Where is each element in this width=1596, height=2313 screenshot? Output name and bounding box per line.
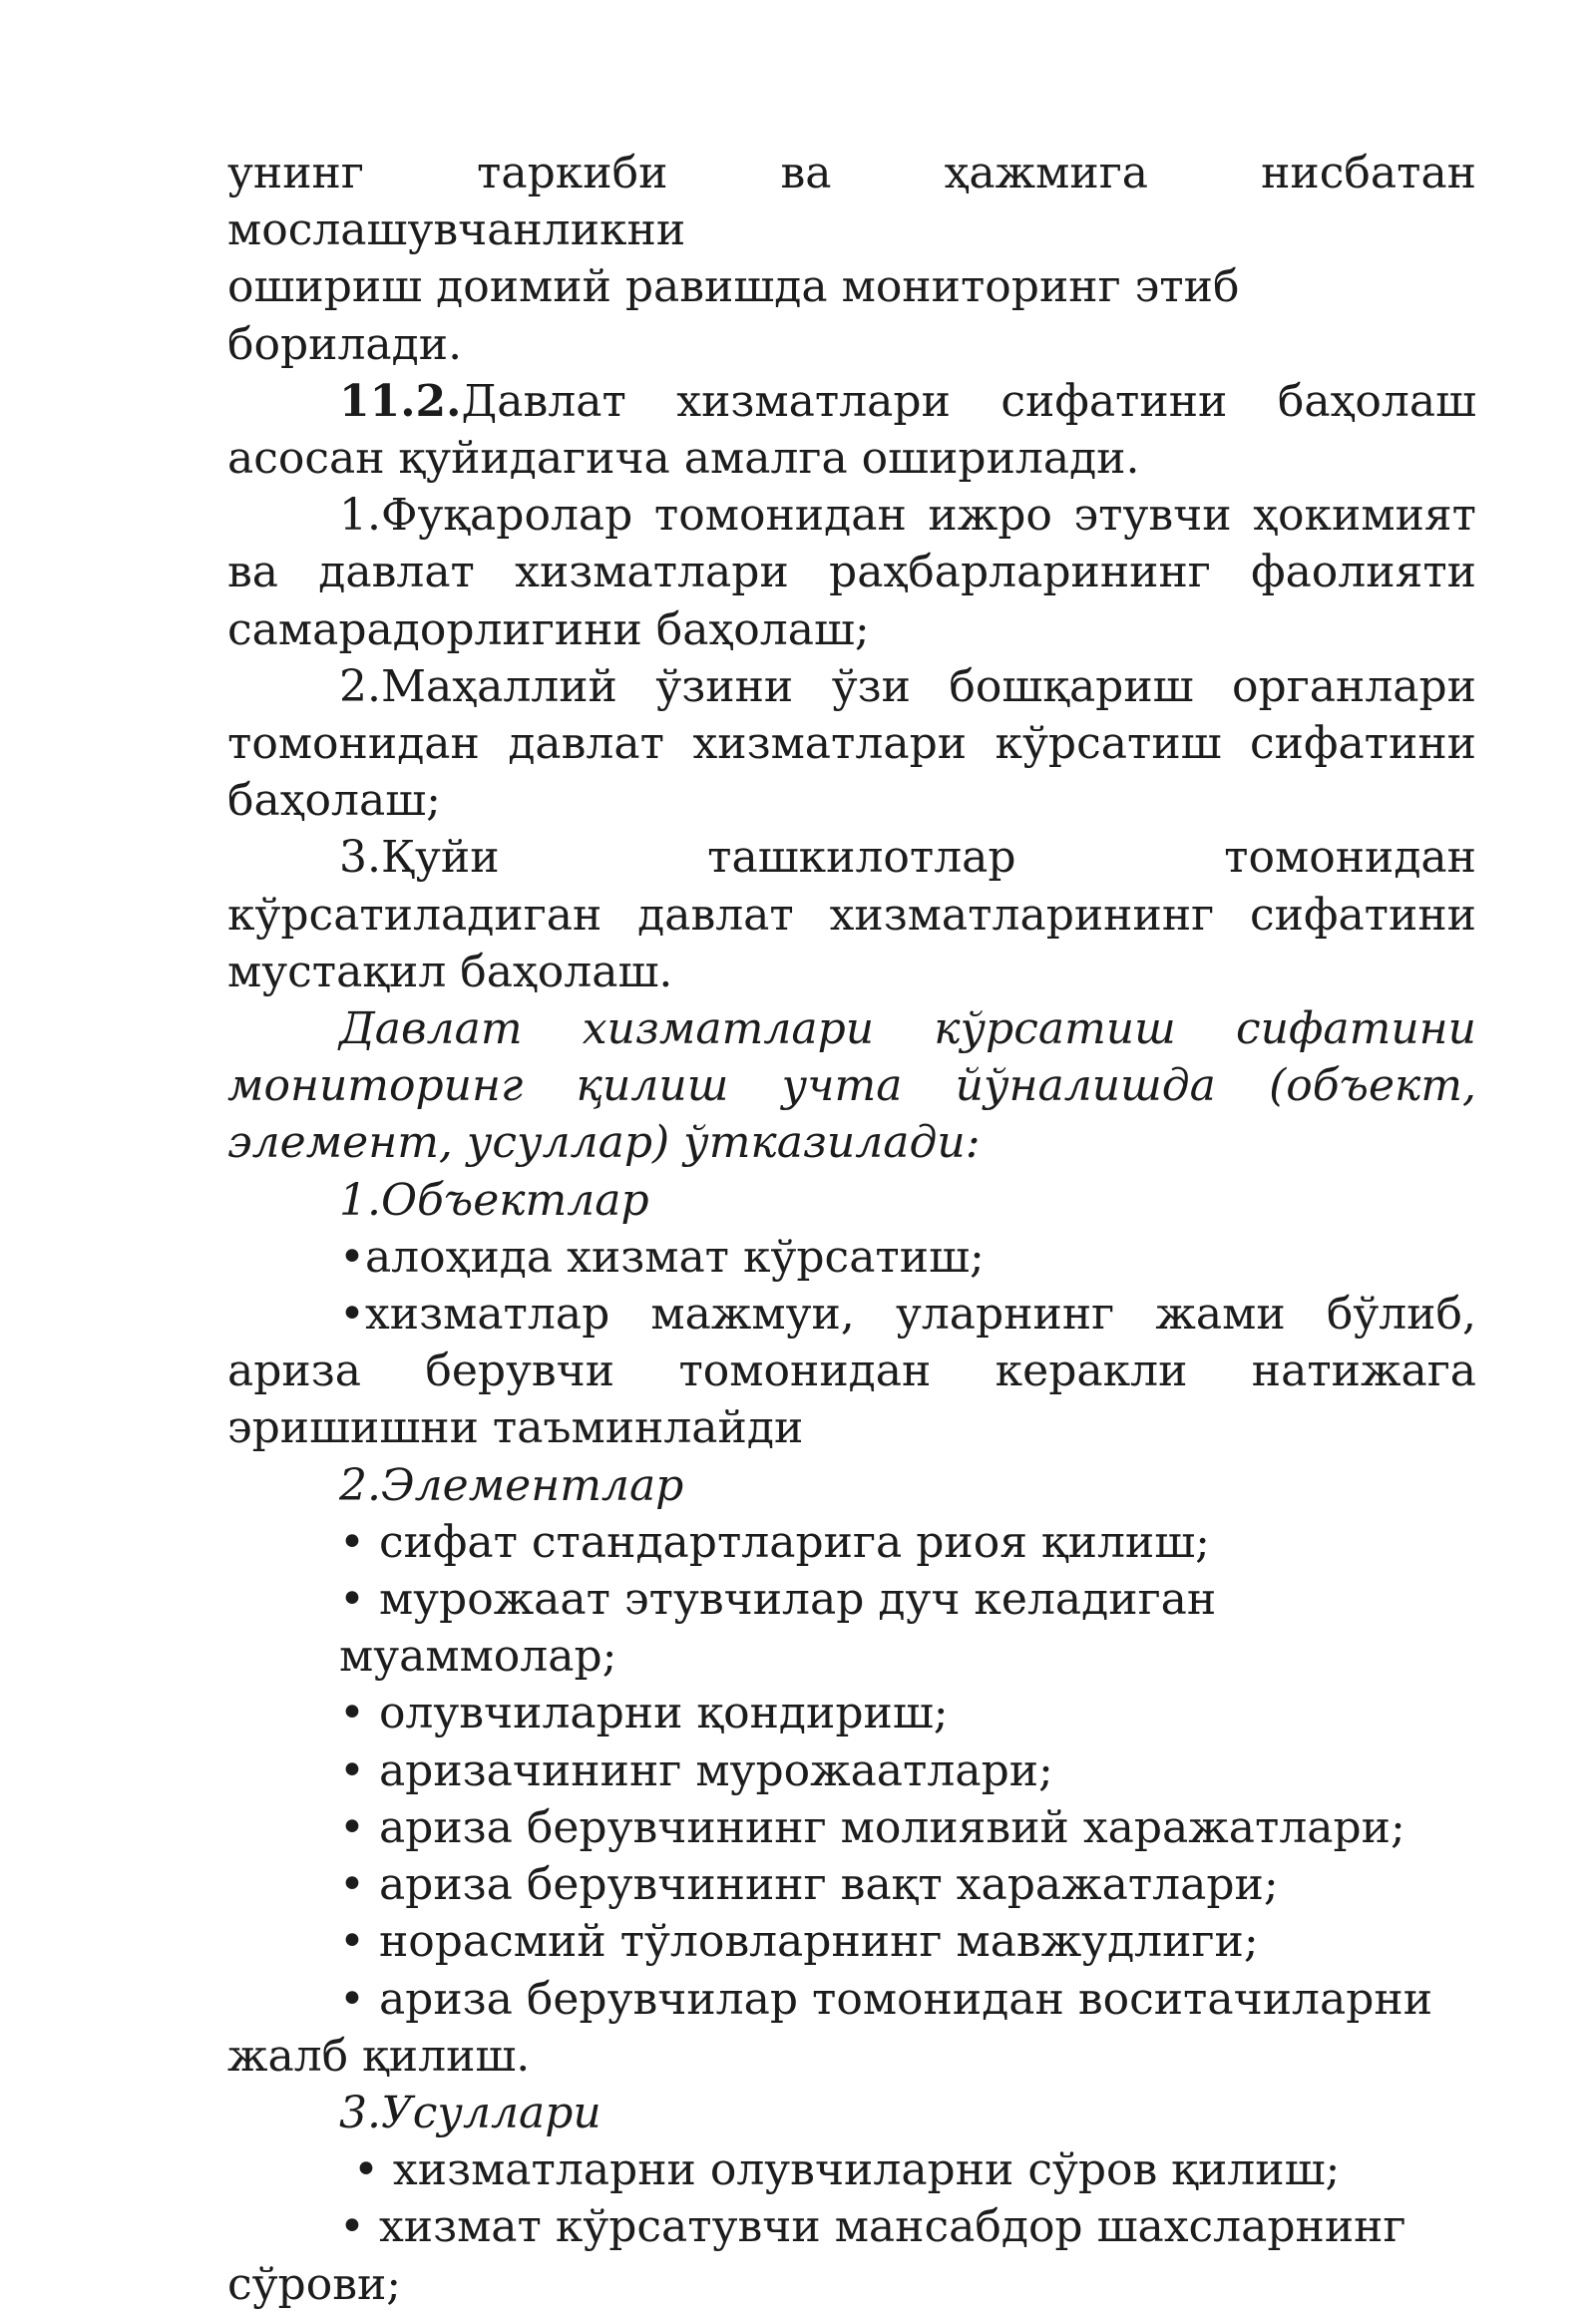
section-text: Давлат хизматлари сифатини баҳолаш асосан қуйидагича амалга оширилади. <box>227 375 1476 485</box>
elements-item-8: • ариза берувчилар томонидан воситачиларни жалб қилиш. <box>227 1973 1433 2082</box>
elements-heading: 2.Элементлар <box>339 1459 684 1511</box>
monitoring-intro: Давлат хизматлари кўрсатиш сифатини мониторинг қилиш учта йўналишда (объект, элемент, усуллар) ўтказилади: <box>227 1003 1476 1169</box>
elements-item-7: • норасмий тўловларнинг мавжудлиги; <box>339 1916 1259 1968</box>
elements-item-5: • ариза берувчининг молиявий харажатлари; <box>339 1801 1405 1853</box>
objects-heading: 1.Объектлар <box>339 1174 649 1226</box>
elements-item-2: • мурожаат этувчилар дуч келадиган муаммолар; <box>339 1574 1217 1683</box>
numbered-item-2: 2.Маҳаллий ўзини ўзи бошқариш органлари томонидан давлат хизматлари кўрсатиш сифатини баҳолаш; <box>227 660 1476 827</box>
elements-item-3: • олувчиларни қондириш; <box>339 1688 949 1739</box>
intro-line-2: ошириш доимий равишда мониторинг этиб борилади. <box>227 261 1240 370</box>
elements-item-6: • ариза берувчининг вақт харажатлари; <box>339 1859 1279 1911</box>
section-number: 11.2. <box>339 375 462 427</box>
objects-item-1: •алоҳида хизмат кўрсатиш; <box>339 1231 985 1283</box>
numbered-item-3: 3.Қуйи ташкилотлар томонидан кўрсатиладиган давлат хизматларининг сифатини мустақил баҳолаш. <box>227 832 1476 997</box>
methods-item-1: • хизматларни олувчиларни сўров қилиш; <box>339 2144 1341 2196</box>
section-paragraph <box>227 373 1476 487</box>
numbered-item-1: 1.Фуқаролар томонидан ижро этувчи ҳокимият ва давлат хизматлари раҳбарларининг фаолияти самарадорлигини баҳолаш; <box>227 490 1476 655</box>
methods-heading: 3.Усуллари <box>339 2087 601 2138</box>
document-page <box>227 145 1476 2313</box>
methods-item-2: • хизмат кўрсатувчи мансабдор шахсларнинг сўрови; <box>227 2201 1406 2310</box>
objects-item-2: •хизматлар мажмуи, уларнинг жами бўлиб, ариза берувчи томонидан керакли натижага эришишни таъминлайди <box>227 1289 1476 1454</box>
intro-line-1: унинг таркиби ва ҳажмига нисбатан мослашувчанликни <box>227 148 1476 256</box>
elements-item-4: • аризачининг мурожаатлари; <box>339 1744 1053 1796</box>
elements-item-1: • сифат стандартларига риоя қилиш; <box>339 1516 1210 1568</box>
